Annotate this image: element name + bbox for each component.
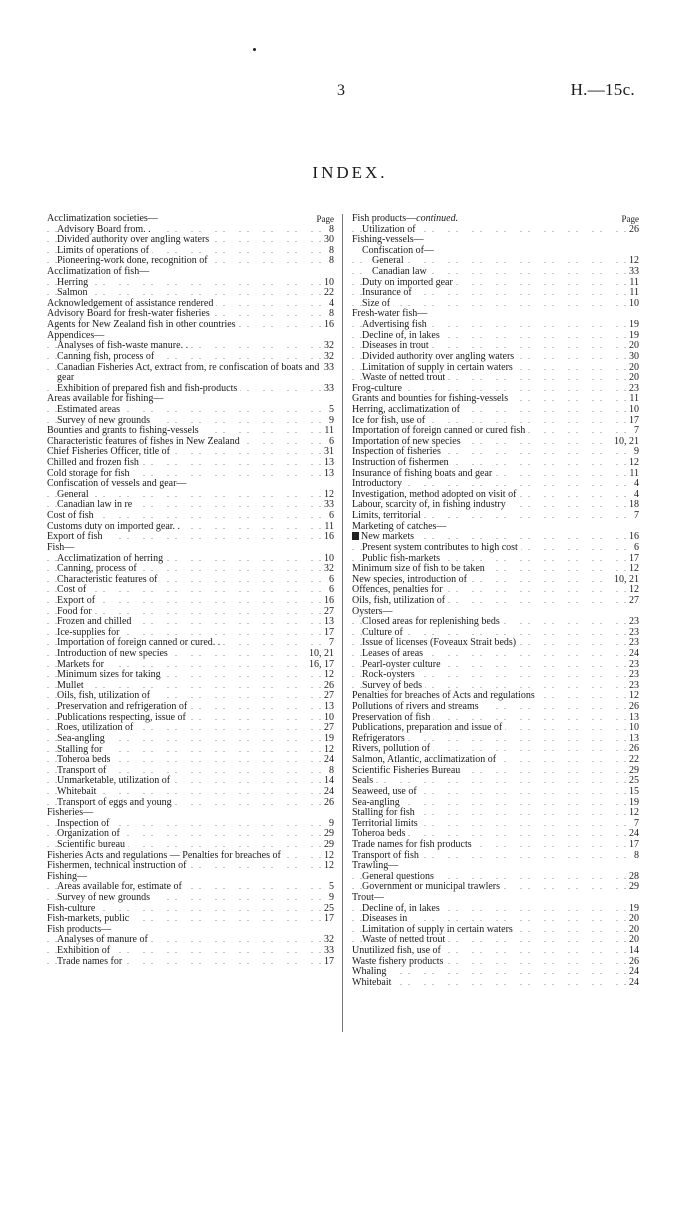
- index-entry-label: Fish products—: [352, 213, 417, 224]
- index-entry-label: Culture of: [362, 626, 403, 638]
- index-entry-label: Estimated areas: [57, 404, 121, 415]
- index-entry-label: Canning, process of: [57, 563, 137, 575]
- page-number: 3: [337, 82, 345, 99]
- index-entry-label: Insurance of: [362, 287, 412, 299]
- index-entry-label: Transport of: [57, 764, 107, 776]
- index-entry-page: 4: [631, 490, 639, 501]
- index-entry-page: 28: [626, 872, 639, 883]
- index-entry: [47, 957, 334, 968]
- index-entry-page: 13: [321, 702, 334, 713]
- index-entry-page: 16: [321, 532, 334, 543]
- index-entry: [352, 882, 639, 893]
- index-entry-label: Food for: [57, 605, 92, 617]
- index-entry-page: 29: [626, 882, 639, 893]
- index-entry-label: Organization of: [57, 828, 120, 840]
- index-entry-label: Fishing-vessels—: [352, 234, 424, 246]
- index-entry-label: Fish-culture: [47, 902, 96, 914]
- index-entry-label: General: [372, 255, 404, 267]
- index-entry-page: 6: [326, 511, 334, 522]
- index-entry: [47, 363, 334, 384]
- index-entry-label: Fish products—: [47, 923, 112, 935]
- index-entry-page: 10: [321, 278, 334, 289]
- index-entry-page: 33: [321, 500, 334, 511]
- index-column-left: [47, 214, 334, 967]
- index-entry-page: 8: [326, 246, 334, 257]
- index-entry-label: Survey of new grounds: [57, 414, 151, 426]
- index-entry-page: 24: [626, 967, 639, 978]
- index-entry-page: 13: [321, 469, 334, 480]
- index-entry-label: Advisory Board for fresh-water fisheries: [47, 308, 210, 320]
- index-entry-label: Canadian law in re: [57, 499, 133, 511]
- index-entry-label: Canadian Fisheries Act, extract from, re confiscation of boats and gear: [57, 361, 320, 384]
- index-entry-page: 23: [626, 660, 639, 671]
- index-entry-page: 26: [626, 744, 639, 755]
- index-entry-page: 7: [631, 819, 639, 830]
- index-entry-page: 32: [321, 564, 334, 575]
- index-entry-page: 27: [626, 596, 639, 607]
- index-entry-label: Canadian law: [372, 266, 427, 278]
- index-entry-label: Whaling: [352, 966, 387, 978]
- index-entry-label: Fish-markets, public: [47, 913, 130, 925]
- index-entry-page: 25: [626, 776, 639, 787]
- index-entry-label: Herring, acclimatization of: [352, 403, 461, 415]
- index-entry-label: Waste fishery products: [352, 955, 444, 967]
- index-entry-page: 16: [321, 596, 334, 607]
- index-entry-page: 12: [321, 851, 334, 862]
- index-entry-label: Salmon: [57, 287, 88, 299]
- index-entry-label: Exhibition of: [57, 945, 111, 957]
- index-entry-page: 23: [626, 384, 639, 395]
- index-entry-page: 19: [626, 331, 639, 342]
- index-entry-page: 17: [626, 416, 639, 427]
- index-entry-label: Diseases in trout: [362, 340, 429, 352]
- index-entry-page: 16, 17: [306, 660, 334, 671]
- index-entry-label: Introduction of new species: [57, 648, 168, 660]
- index-entry-label: Leases of areas: [362, 647, 424, 659]
- index-entry-page: 12: [321, 490, 334, 501]
- index-entry-page: 7: [326, 638, 334, 649]
- index-entry-label: Limits, territorial: [352, 510, 421, 522]
- index-entry-page: 33: [321, 384, 334, 395]
- index-entry-page: 26: [626, 702, 639, 713]
- index-entry-page: 17: [626, 554, 639, 565]
- index-entry-page: 25: [321, 904, 334, 915]
- index-entry-label: Analyses of manure of: [57, 934, 148, 946]
- index-entry-label: Publications, preparation and issue of: [352, 722, 503, 734]
- index-entry-label: Trawling—: [352, 860, 399, 872]
- index-entry-page: 20: [626, 341, 639, 352]
- index-entry-label: Size of: [362, 297, 391, 309]
- index-entry-label: Confiscation of—: [362, 244, 434, 256]
- index-entry-page: 19: [626, 798, 639, 809]
- index-entry-label: Salmon, Atlantic, acclimatization of: [352, 754, 497, 766]
- index-entry-page: 26: [626, 957, 639, 968]
- index-entry-label: Trout—: [352, 892, 384, 903]
- index-entry-page: 24: [321, 787, 334, 798]
- index-entry-page: 18: [626, 500, 639, 511]
- index-entry-page: 7: [631, 511, 639, 522]
- index-entry-label: Utilization of: [362, 223, 416, 235]
- index-entry-page: 20: [626, 925, 639, 936]
- index-entry-label: Mullet: [57, 679, 84, 691]
- index-entry-page: 24: [626, 978, 639, 989]
- index-entry-page: 8: [326, 766, 334, 777]
- index-entry-page: 20: [626, 363, 639, 374]
- index-entry-label: Customs duty on imported gear. .: [47, 520, 181, 532]
- index-entry-label: Pearl-oyster culture: [362, 658, 441, 670]
- index-entry-label: Chilled and frozen fish: [47, 457, 139, 469]
- index-entry-label: Limitation of supply in certain waters: [362, 923, 513, 935]
- index-entry-page: 27: [321, 607, 334, 618]
- index-entry-page: 11: [626, 469, 639, 480]
- index-entry-label: Areas available for fishing—: [47, 393, 164, 405]
- index-entry-label: Divided authority over angling waters: [362, 350, 515, 362]
- index-entry-label: Preservation of fish: [352, 711, 431, 723]
- index-entry-label: Rivers, pollution of: [352, 743, 431, 755]
- index-entry-page: 12: [626, 585, 639, 596]
- index-entry-label: Importation of new species: [352, 435, 461, 447]
- index-entry: [352, 596, 639, 607]
- index-entry-page: 12: [321, 861, 334, 872]
- index-entry-label: Minimum sizes for taking: [57, 669, 161, 681]
- index-entry-label: Confiscation of vessels and gear—: [47, 478, 187, 490]
- index-entry-label: Fisheries Acts and regulations — Penalties for breaches of: [47, 849, 281, 861]
- index-entry-page: 19: [626, 320, 639, 331]
- index-entry-label: Fisheries—: [47, 807, 94, 819]
- index-entry-page: 8: [631, 851, 639, 862]
- index-entry-page: 26: [321, 681, 334, 692]
- index-entry-label: Advertising fish: [362, 319, 427, 331]
- index-entry-page: 14: [321, 776, 334, 787]
- index-entry-page: 12: [626, 256, 639, 267]
- index-entry-label: Government or municipal trawlers: [362, 881, 501, 893]
- index-entry-page: 9: [326, 416, 334, 427]
- index-entry-label: Marketing of catches—: [352, 520, 447, 532]
- index-entry-label: Frog-culture: [352, 382, 402, 394]
- index-entry-page: 10, 21: [611, 437, 639, 448]
- index-entry-page: 27: [321, 691, 334, 702]
- index-entry-page: 10, 21: [611, 575, 639, 586]
- index-entry-page: 11: [626, 394, 639, 405]
- index-entry-page: 9: [326, 893, 334, 904]
- index-entry-page: 32: [321, 352, 334, 363]
- index-entry-label: Decline of, in lakes: [362, 329, 440, 341]
- index-entry-page: 8: [326, 256, 334, 267]
- index-entry-label: Importation of foreign canned or cured fish: [352, 425, 526, 437]
- index-entry-label: Waste of netted trout: [362, 934, 446, 946]
- index-entry-label: General: [57, 488, 89, 500]
- index-entry: [47, 479, 334, 490]
- index-entry-page: 13: [626, 713, 639, 724]
- index-entry-label: Penalties for breaches of Acts and regulations: [352, 690, 535, 702]
- index-entry-page: 11: [321, 426, 334, 437]
- index-entry-label: Export of fish: [47, 531, 103, 543]
- index-entry-label: Stalling for: [57, 743, 103, 755]
- index-entry-label: Transport of eggs and young: [57, 796, 172, 808]
- index-entry-page: 9: [631, 447, 639, 458]
- index-entry-page: 13: [321, 458, 334, 469]
- document-series-code: H.—15c.: [570, 80, 635, 99]
- index-entry-page: 8: [326, 309, 334, 320]
- index-entry-label: Preservation and refrigeration of: [57, 701, 188, 713]
- index-entry-page: 22: [626, 755, 639, 766]
- index-entry-label: Areas available for, estimate of: [57, 881, 182, 893]
- index-entry-page: 20: [626, 373, 639, 384]
- continued-label: continued.: [416, 213, 459, 224]
- index-entry-label: Herring: [57, 276, 89, 288]
- index-entry-label: Inspection of fisheries: [352, 446, 441, 458]
- index-entry-label: Insurance of fishing boats and gear: [352, 467, 493, 479]
- index-entry-page: 24: [626, 649, 639, 660]
- index-entry-label: Unmarketable, utilization of: [57, 775, 171, 787]
- index-entry-label: Acclimatization of herring: [57, 552, 164, 564]
- index-entry-page: 24: [321, 755, 334, 766]
- index-entry-label: Seaweed, use of: [352, 785, 417, 797]
- index-entry-label: Toheroa beds: [57, 754, 111, 766]
- index-entry-page: 17: [626, 840, 639, 851]
- index-entry-label: Transport of fish: [352, 849, 419, 861]
- index-entry-label: Trade names for: [57, 955, 123, 967]
- page-column-heading: Page: [619, 214, 640, 225]
- index-entry-label: Sea-angling: [57, 732, 105, 744]
- index-entry-label: Public fish-markets: [362, 552, 441, 564]
- index-entry-page: 12: [626, 564, 639, 575]
- index-entry: [352, 967, 639, 978]
- index-entry-label: Cost of fish: [47, 510, 94, 522]
- index-entry-label: Acknowledgement of assistance rendered: [47, 297, 214, 309]
- index-entry-text: [57, 363, 334, 384]
- index-entry-label: Publications respecting, issue of: [57, 711, 186, 723]
- index-entry-label: Investigation, method adopted on visit of: [352, 488, 517, 500]
- index-entry: [47, 532, 334, 543]
- index-entry-label: Fish—: [47, 541, 75, 553]
- index-entry-page: 23: [626, 617, 639, 628]
- index-entry-label: Closed areas for replenishing beds: [362, 616, 500, 628]
- index-entry-label: Toheroa beds: [352, 828, 406, 840]
- index-entry-label: General questions: [362, 870, 434, 882]
- filled-square-mark: [352, 532, 359, 540]
- ink-speck: [253, 48, 256, 51]
- index-entry-label: Analyses of fish-waste manure. .: [57, 340, 189, 352]
- index-entry-page: 12: [626, 458, 639, 469]
- index-entry-page: 14: [626, 946, 639, 957]
- index-entry-page: 27: [321, 723, 334, 734]
- index-entry-page: 29: [321, 840, 334, 851]
- index-entry-label: Oysters—: [352, 605, 393, 617]
- index-entry-label: Scientific bureau: [57, 838, 126, 850]
- index-entry-page: 6: [326, 437, 334, 448]
- index-entry-page: 33: [626, 267, 639, 278]
- index-entry-page: 26: [626, 225, 639, 236]
- index-entry-label: Whitebait: [352, 976, 392, 988]
- index-entry: [47, 278, 334, 289]
- index-entry-label: Duty on imported gear: [362, 276, 453, 288]
- column-divider: [342, 214, 343, 1032]
- index-entry-label: Limits of operations of: [57, 244, 149, 256]
- index-entry-page: 29: [626, 766, 639, 777]
- index-entry-page: 23: [626, 670, 639, 681]
- index-entry-page: 23: [626, 681, 639, 692]
- index-entry-label: Characteristic features of fishes in New Zealand: [47, 435, 240, 447]
- index-entry-label: Fishing—: [47, 870, 88, 882]
- index-entry-page: 6: [631, 543, 639, 554]
- index-entry-label: Bounties and grants to fishing-vessels: [47, 425, 199, 437]
- index-entry-text: [57, 957, 125, 968]
- index-entry-label: Advisory Board from. .: [57, 223, 151, 235]
- index-entry-label: New species, introduction of: [352, 573, 467, 585]
- index-entry-label: Present system contributes to high cost: [362, 541, 518, 553]
- index-entry-page: 26: [321, 798, 334, 809]
- index-entry-page: 12: [321, 670, 334, 681]
- index-entry-page: 32: [321, 935, 334, 946]
- page-column-heading: Page: [314, 214, 335, 225]
- index-entry-page: 8: [326, 225, 334, 236]
- index-entry-page: 16: [626, 532, 639, 543]
- index-entry-label: Divided authority over angling waters: [57, 234, 210, 246]
- index-entry-page: 12: [626, 691, 639, 702]
- index-entry-page: 11: [626, 278, 639, 289]
- index-entry-label: Acclimatization of fish—: [47, 266, 150, 278]
- index-entry-page: 33: [321, 363, 334, 374]
- index-entry-page: 5: [326, 882, 334, 893]
- index-entry-label: Roes, utilization of: [57, 722, 134, 734]
- index-entry-page: 5: [326, 405, 334, 416]
- index-entry: [47, 267, 334, 278]
- index-entry-page: 7: [631, 426, 639, 437]
- index-entry-label: Sea-angling: [352, 796, 400, 808]
- index-entry-page: 10: [626, 299, 639, 310]
- index-entry-label: Importation of foreign canned or cured. .: [57, 637, 221, 649]
- index-entry-page: 22: [321, 288, 334, 299]
- index-entry-page: 23: [626, 638, 639, 649]
- index-entry-text: [352, 978, 394, 989]
- index-entry-label: Trade names for fish products: [352, 838, 472, 850]
- index-entry-page: 13: [626, 734, 639, 745]
- index-entry-label: Refrigerators: [352, 732, 405, 744]
- index-entry-label: Seals: [352, 775, 374, 787]
- index-entry-page: 19: [321, 734, 334, 745]
- index-entry-label: Agents for New Zealand fish in other countries: [47, 319, 236, 331]
- index-entry-label: Acclimatization societies—: [47, 213, 158, 224]
- index-entry-label: Grants and bounties for fishing-vessels: [352, 393, 509, 405]
- index-entry-label: Stalling for fish: [352, 807, 415, 819]
- index-entry-label: Survey of beds: [362, 679, 422, 691]
- index-entry-label: Fishermen, technical instruction of: [47, 860, 187, 872]
- index-entry-page: 31: [321, 447, 334, 458]
- index-entry-page: 11: [626, 288, 639, 299]
- index-entry-page: 30: [321, 235, 334, 246]
- index-entry-label: Instruction of fishermen: [352, 457, 449, 469]
- index-entry-label: Ice for fish, use of: [352, 414, 426, 426]
- index-entry-label: Issue of licenses (Foveaux Strait beds): [362, 637, 517, 649]
- index-entry-label: Scientific Fisheries Bureau: [352, 764, 461, 776]
- index-entry-label: Frozen and chilled: [57, 616, 132, 628]
- index-entry-label: Labour, scarcity of, in fishing industry: [352, 499, 506, 511]
- index-column-right: [352, 214, 639, 988]
- index-entry-page: 6: [326, 585, 334, 596]
- index-entry-label: Diseases in: [362, 913, 408, 925]
- index-entry-page: 24: [626, 829, 639, 840]
- index-entry-page: 17: [321, 628, 334, 639]
- index-entry-page: 29: [321, 829, 334, 840]
- index-entry-page: 12: [626, 808, 639, 819]
- index-entry-label: Pioneering-work done, recognition of: [57, 255, 208, 267]
- index-entry-label: Exhibition of prepared fish and fish-products: [57, 382, 238, 394]
- index-entry-page: 10: [626, 723, 639, 734]
- index-entry-page: 17: [321, 914, 334, 925]
- index-entry-label: Waste of netted trout: [362, 372, 446, 384]
- index-entry: [352, 978, 639, 989]
- index-entry-page: 10: [321, 713, 334, 724]
- index-entry-label: Inspection of: [57, 817, 110, 829]
- index-entry-label: Limitation of supply in certain waters: [362, 361, 513, 373]
- index-entry-page: 4: [326, 299, 334, 310]
- index-entry-label: Appendices—: [47, 329, 105, 341]
- index-entry-label: Survey of new grounds: [57, 892, 151, 904]
- index-entry-page: 13: [321, 617, 334, 628]
- index-entry-page: 20: [626, 935, 639, 946]
- index-entry-label: Ice-supplies for: [57, 626, 120, 638]
- index-entry-page: 11: [321, 522, 334, 533]
- index-entry: [352, 766, 639, 777]
- index-entry-label: Oils, fish, utilization of: [57, 690, 151, 702]
- index-entry-label: Markets for: [57, 658, 104, 670]
- index-entry-page: 10: [626, 405, 639, 416]
- index-entry-label: New markets: [361, 531, 415, 543]
- index-entry-page: 10: [321, 554, 334, 565]
- index-entry-label: Characteristic features of: [57, 573, 158, 585]
- index-entry-label: Rock-oysters: [362, 669, 415, 681]
- index-entry-page: 30: [626, 352, 639, 363]
- index-entry-label: Pollutions of rivers and streams: [352, 701, 479, 713]
- index-entry-label: Territorial limits: [352, 817, 418, 829]
- index-entry-label: Unutilized fish, use of: [352, 945, 441, 957]
- index-entry-page: 16: [321, 320, 334, 331]
- index-entry-page: 9: [326, 819, 334, 830]
- index-entry-label: Introductory: [352, 478, 402, 490]
- index-entry-label: Canning fish, process of: [57, 350, 155, 362]
- index-entry-page: 12: [321, 745, 334, 756]
- index-entry-page: 33: [321, 946, 334, 957]
- index-entry-label: Minimum size of fish to be taken: [352, 563, 485, 575]
- index-entry-page: 23: [626, 628, 639, 639]
- index-entry-page: 10, 21: [306, 649, 334, 660]
- index-entry-label: Decline of, in lakes: [362, 902, 440, 914]
- index-entry-page: 15: [626, 787, 639, 798]
- index-entry: [47, 861, 334, 872]
- index-entry: [47, 575, 334, 586]
- index-entry-label: Chief Fisheries Officer, title of: [47, 446, 170, 458]
- index-entry-label: Export of: [57, 594, 96, 606]
- index-entry-page: 6: [326, 575, 334, 586]
- index-entry-page: 32: [321, 341, 334, 352]
- index-entry-label: Cost of: [57, 584, 87, 596]
- index-entry-label: Whitebait: [57, 785, 97, 797]
- index-entry-label: Offences, penalties for: [352, 584, 443, 596]
- index-entry: [352, 957, 639, 968]
- index-entry: [47, 670, 334, 681]
- index-entry: [352, 288, 639, 299]
- index-entry-page: 17: [321, 957, 334, 968]
- index-entry-page: 4: [631, 479, 639, 490]
- index-entry-label: Fresh-water fish—: [352, 308, 428, 320]
- index-entry-label: Oils, fish, utilization of: [352, 594, 446, 606]
- index-entry-label: Cold storage for fish: [47, 467, 130, 479]
- page-title: INDEX.: [312, 163, 388, 182]
- index-entry-page: 20: [626, 914, 639, 925]
- index-entry-page: 19: [626, 904, 639, 915]
